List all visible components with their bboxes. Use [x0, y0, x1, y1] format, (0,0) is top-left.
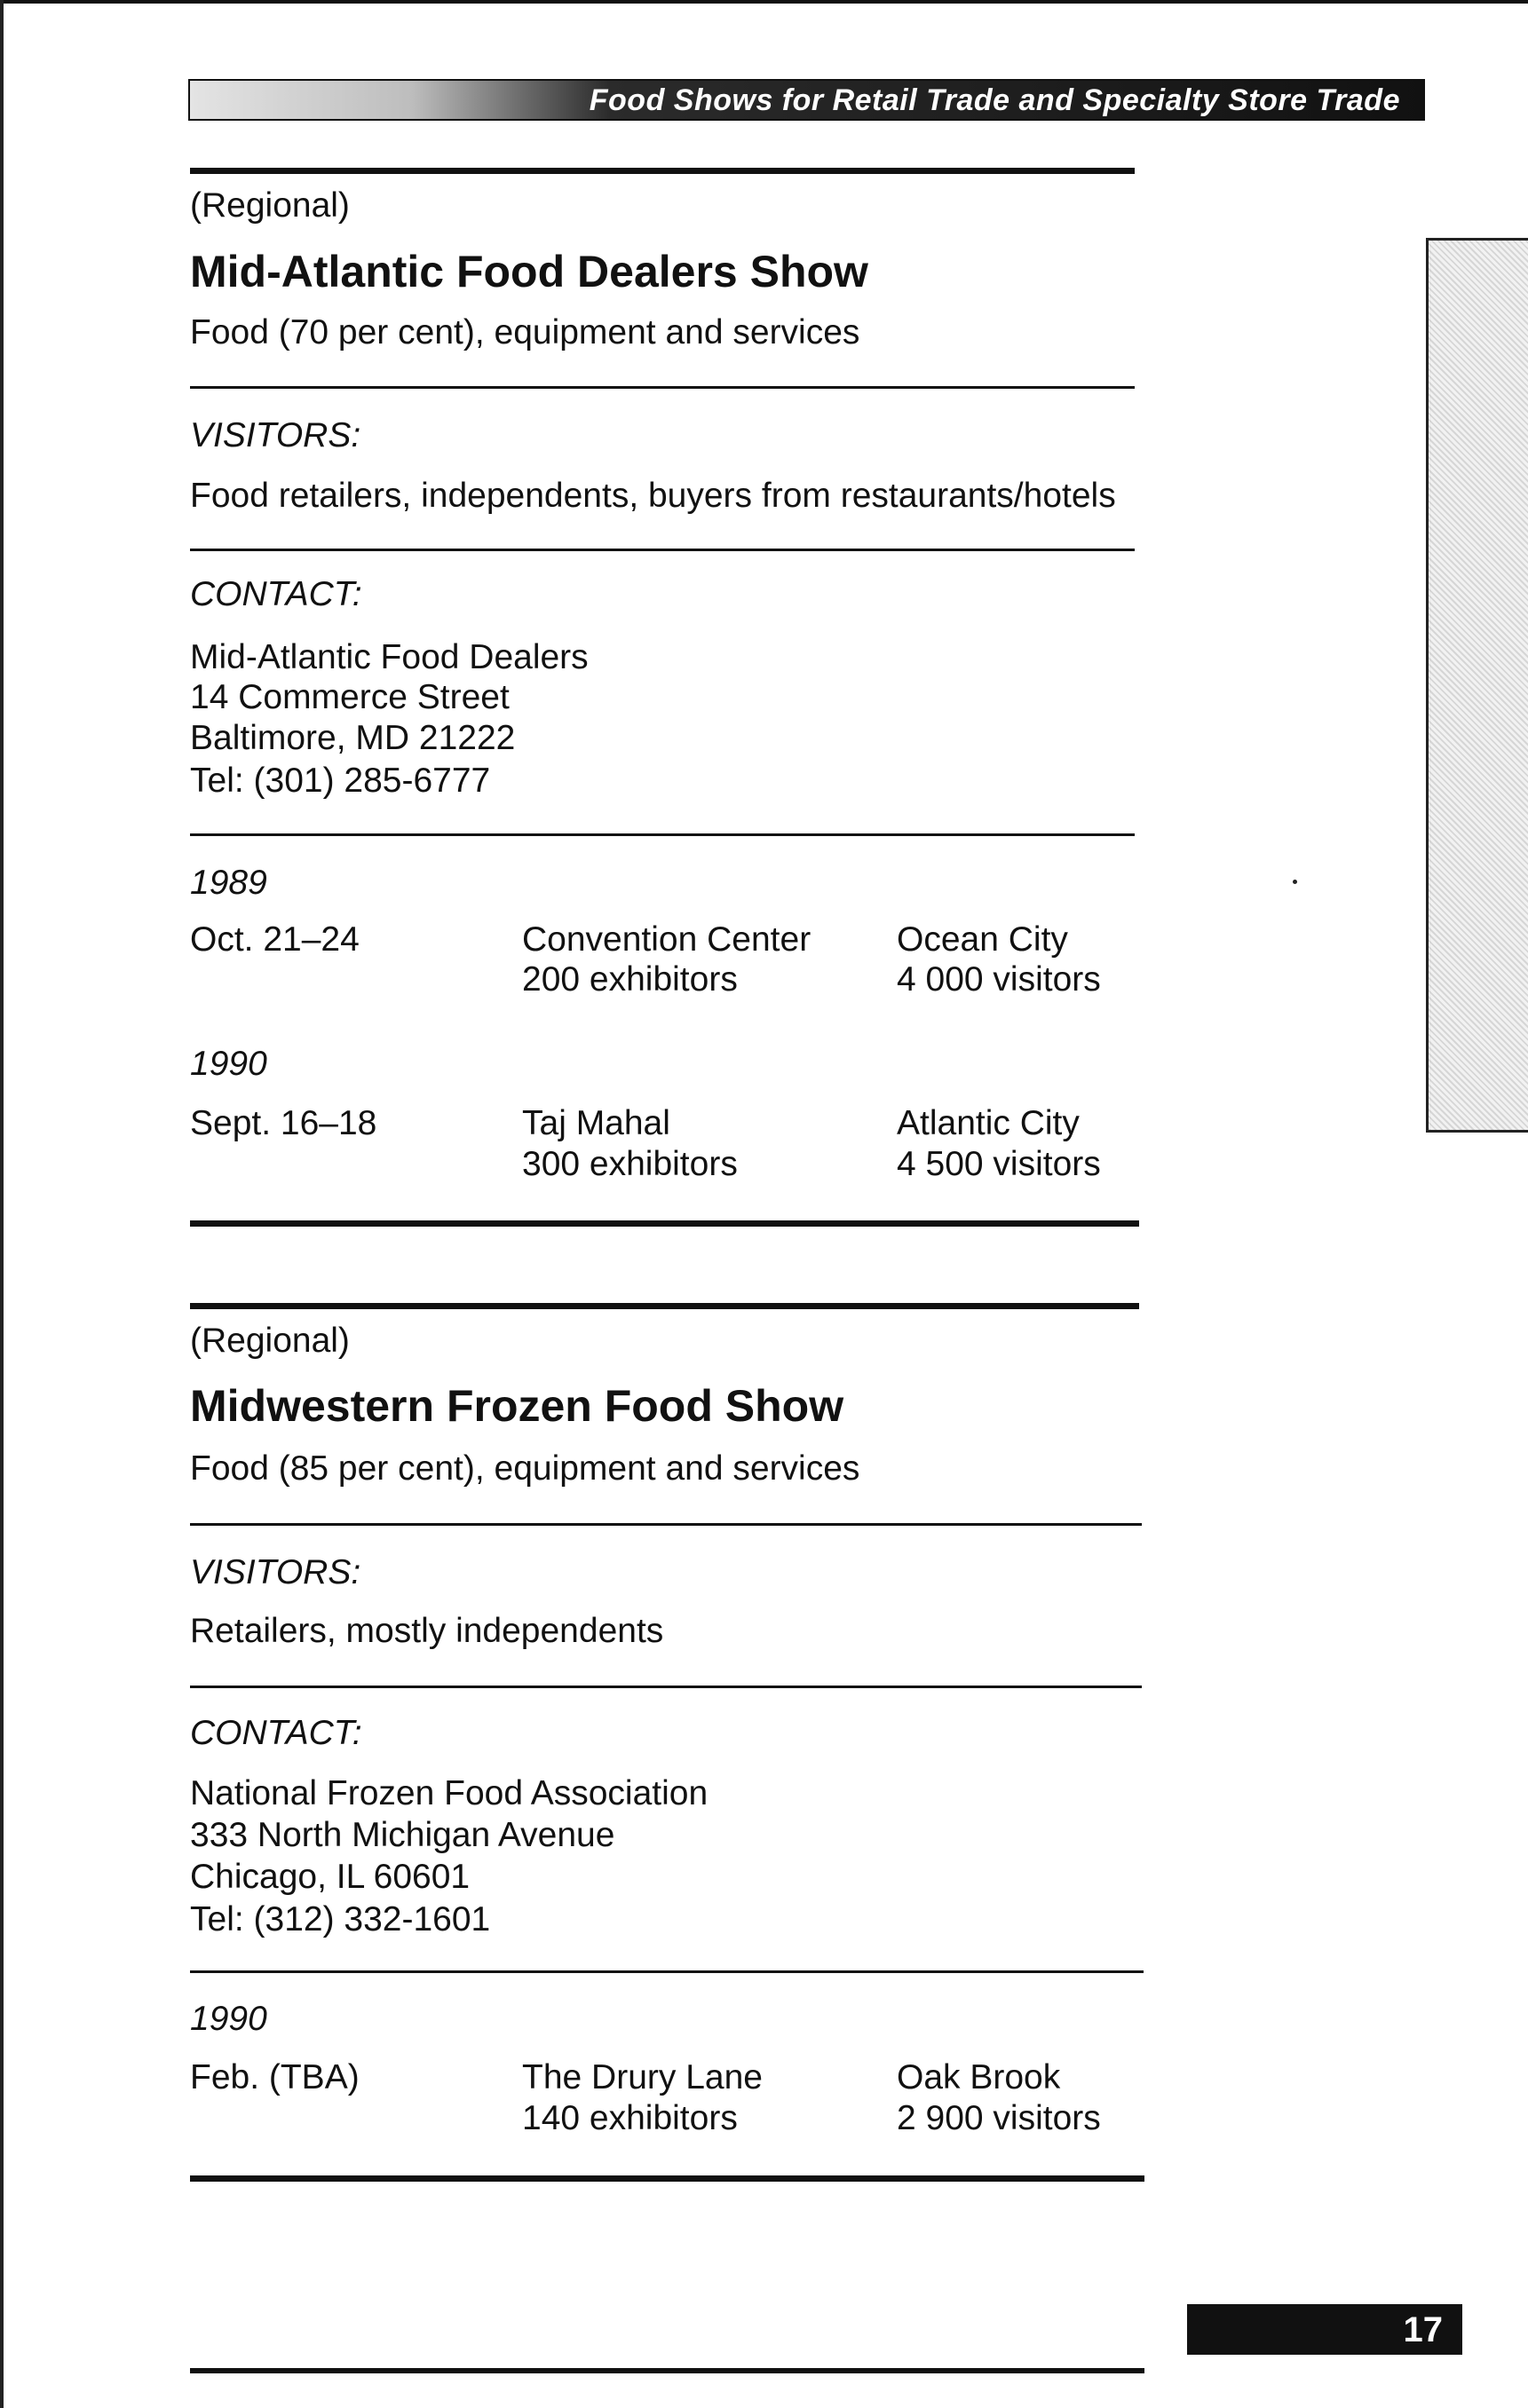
- schedule-dates: Sept. 16–18: [190, 1104, 377, 1142]
- page-number-bar: [1187, 2304, 1462, 2355]
- show-name: Midwestern Frozen Food Show: [190, 1381, 844, 1431]
- running-header-banner: [188, 79, 1425, 121]
- divider-rule: [190, 1970, 1144, 1973]
- contact-line: National Frozen Food Association: [190, 1774, 709, 1812]
- visitors-heading: VISITORS:: [190, 416, 361, 454]
- schedule-visitors: 4 000 visitors: [897, 960, 1101, 999]
- schedule-exhibitors: 140 exhibitors: [522, 2099, 738, 2137]
- section-rule: [190, 168, 1135, 174]
- page-number: 17: [1403, 2310, 1443, 2349]
- running-header-title: Food Shows for Retail Trade and Specialty Store Trade: [589, 83, 1400, 117]
- contact-line: Tel: (301) 285-6777: [190, 762, 491, 800]
- section-end-rule: [190, 1220, 1139, 1227]
- contact-line: 14 Commerce Street: [190, 678, 510, 716]
- contact-line: 333 North Michigan Avenue: [190, 1816, 615, 1854]
- schedule-dates: Feb. (TBA): [190, 2058, 360, 2096]
- show-description: Food (70 per cent), equipment and services: [190, 313, 860, 351]
- contact-line: Mid-Atlantic Food Dealers: [190, 638, 589, 676]
- visitors-text: Retailers, mostly independents: [190, 1612, 664, 1650]
- schedule-venue: Convention Center: [522, 920, 812, 959]
- contact-heading: CONTACT:: [190, 1714, 362, 1752]
- divider-rule: [190, 386, 1135, 389]
- schedule-city: Ocean City: [897, 920, 1068, 959]
- show-scope: (Regional): [190, 1322, 350, 1360]
- thumb-index-tab: [1426, 238, 1528, 1133]
- divider-rule: [190, 1523, 1142, 1526]
- schedule-exhibitors: 200 exhibitors: [522, 960, 738, 999]
- schedule-year: 1990: [190, 1045, 267, 1083]
- schedule-year: 1990: [190, 2000, 267, 2038]
- section-end-rule: [190, 2175, 1144, 2182]
- schedule-exhibitors: 300 exhibitors: [522, 1145, 738, 1183]
- visitors-heading: VISITORS:: [190, 1553, 361, 1591]
- divider-rule: [190, 549, 1135, 551]
- visitors-text: Food retailers, independents, buyers from restaurants/hotels: [190, 477, 1116, 515]
- contact-heading: CONTACT:: [190, 575, 362, 613]
- schedule-visitors: 2 900 visitors: [897, 2099, 1101, 2137]
- section-rule: [190, 1303, 1139, 1309]
- divider-rule: [190, 833, 1135, 836]
- schedule-venue: Taj Mahal: [522, 1104, 670, 1142]
- schedule-visitors: 4 500 visitors: [897, 1145, 1101, 1183]
- contact-line: Tel: (312) 332-1601: [190, 1900, 491, 1938]
- page-left-edge: [0, 0, 4, 2408]
- contact-line: Chicago, IL 60601: [190, 1858, 471, 1896]
- schedule-city: Oak Brook: [897, 2058, 1061, 2096]
- contact-line: Baltimore, MD 21222: [190, 719, 516, 757]
- divider-rule: [190, 1686, 1142, 1688]
- page-top-edge: [0, 0, 1528, 4]
- schedule-city: Atlantic City: [897, 1104, 1080, 1142]
- show-description: Food (85 per cent), equipment and services: [190, 1449, 860, 1488]
- show-name: Mid-Atlantic Food Dealers Show: [190, 247, 868, 296]
- schedule-venue: The Drury Lane: [522, 2058, 763, 2096]
- footer-rule: [190, 2368, 1144, 2373]
- stray-dot-mark: [1293, 880, 1297, 884]
- schedule-dates: Oct. 21–24: [190, 920, 360, 959]
- show-scope: (Regional): [190, 186, 350, 225]
- schedule-year: 1989: [190, 864, 267, 902]
